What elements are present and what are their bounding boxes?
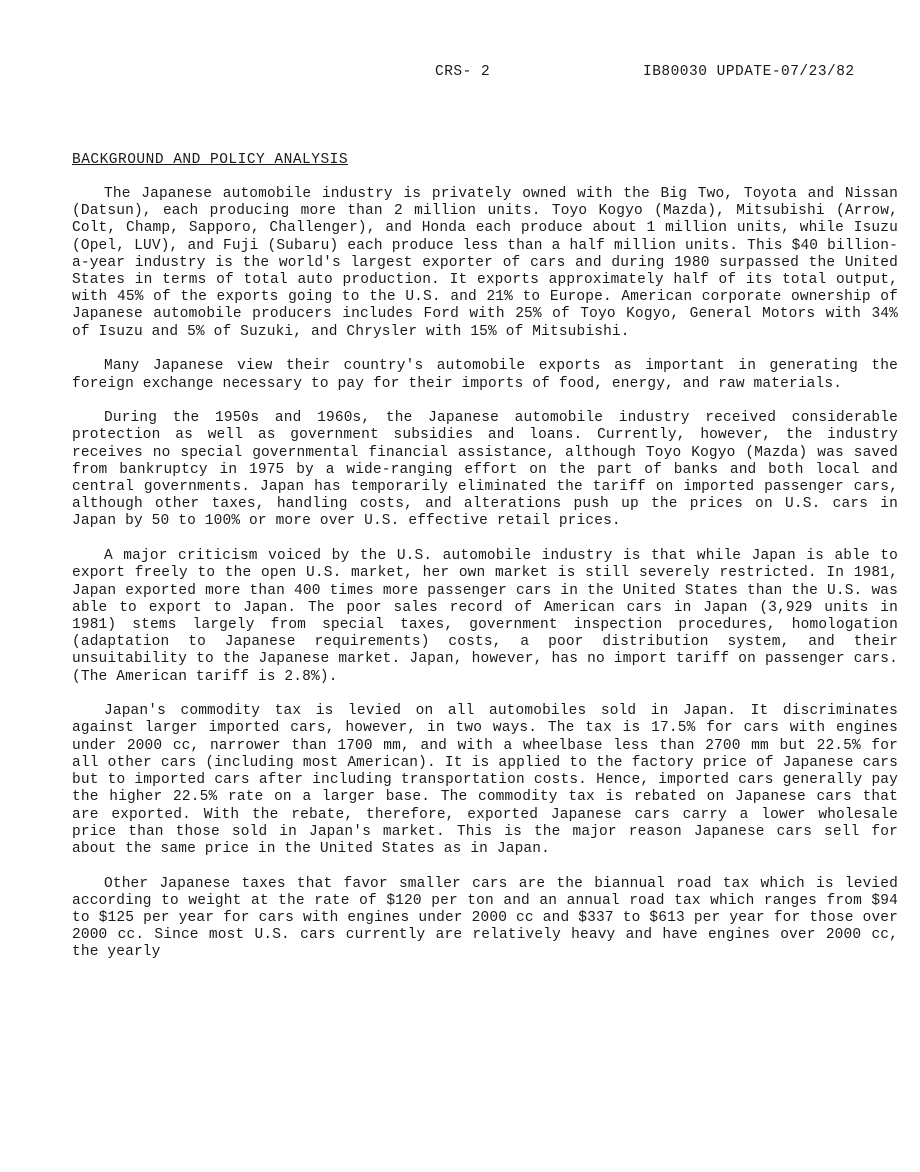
page-label: CRS- 2: [435, 64, 491, 80]
paragraph: Japan's commodity tax is levied on all automobiles sold in Japan. It discriminates against larger imported cars, however, in two ways. The tax is 17.5% for cars with engines under 2000 cc, narrower than 1700 mm, and with a wheelbase less than 2700 mm but 22.5% for all other cars (including most American). It is applied to the factory price of Japanese cars but to imported cars after including transportation costs. Hence, imported cars generally pay the higher 22.5% rate on a larger base. The commodity tax is rebated on Japanese cars that are exported. With the rebate, therefore, exported Japanese cars carry a lower wholesale price than those sold in Japan's market. This is the major reason Japanese cars sell for about the same price in the United States as in Japan.: [72, 703, 898, 857]
paragraph: Many Japanese view their country's automobile exports as important in generating the foreign exchange necessary to pay for their imports of food, energy, and raw materials.: [72, 358, 898, 392]
section-heading: BACKGROUND AND POLICY ANALYSIS: [72, 152, 349, 168]
paragraph: The Japanese automobile industry is privately owned with the Big Two, Toyota and Nissan (Datsun), each producing more than 2 million units. Toyo Kogyo (Mazda), Mitsubishi (Arrow, Colt, Champ, Sapporo, Challenger), and Honda each produce about 1 million units, while Isuzu (Opel, LUV), and Fuji (Subaru) each produce less than a half million units. This $40 billion-a-year industry is the world's largest exporter of cars and during 1980 surpassed the United States in terms of total auto production. It exports approximately half of its total output, with 45% of the exports going to the U.S. and 21% to Europe. American corporate ownership of Japanese automobile producers includes Ford with 25% of Toyo Kogyo, General Motors with 34% of Isuzu and 5% of Suzuki, and Chrysler with 15% of Mitsubishi.: [72, 186, 898, 340]
body-text: [72, 186, 898, 979]
paragraph: A major criticism voiced by the U.S. automobile industry is that while Japan is able to export freely to the open U.S. market, her own market is still severely restricted. In 1981, Japan exported more than 400 times more passenger cars in the United States than the U.S. was able to export to Japan. The poor sales record of American cars in Japan (3,929 units in 1981) stems largely from special taxes, government inspection procedures, homologation (adaptation to Japanese requirements) costs, a poor distribution system, and their unsuitability to the Japanese market. Japan, however, has no import tariff on passenger cars. (The American tariff is 2.8%).: [72, 548, 898, 685]
paragraph: Other Japanese taxes that favor smaller cars are the biannual road tax which is levied according to weight at the rate of $120 per ton and an annual road tax which ranges from $94 to $125 per year for cars with engines under 2000 cc and $337 to $613 per year for those over 2000 cc. Since most U.S. cars currently are relatively heavy and have engines over 2000 cc, the yearly: [72, 875, 898, 961]
paragraph: During the 1950s and 1960s, the Japanese automobile industry received considerable protection as well as government subsidies and loans. Currently, however, the industry receives no special governmental financial assistance, although Toyo Kogyo (Mazda) was saved from bankruptcy in 1975 by a wide-ranging effort on the part of banks and both local and central governments. Japan has temporarily eliminated the tariff on imported passenger cars, although other taxes, handling costs, and alterations push up the prices on U.S. cars in Japan by 50 to 100% or more over U.S. effective retail prices.: [72, 410, 898, 530]
document-id: IB80030 UPDATE-07/23/82: [643, 64, 855, 80]
